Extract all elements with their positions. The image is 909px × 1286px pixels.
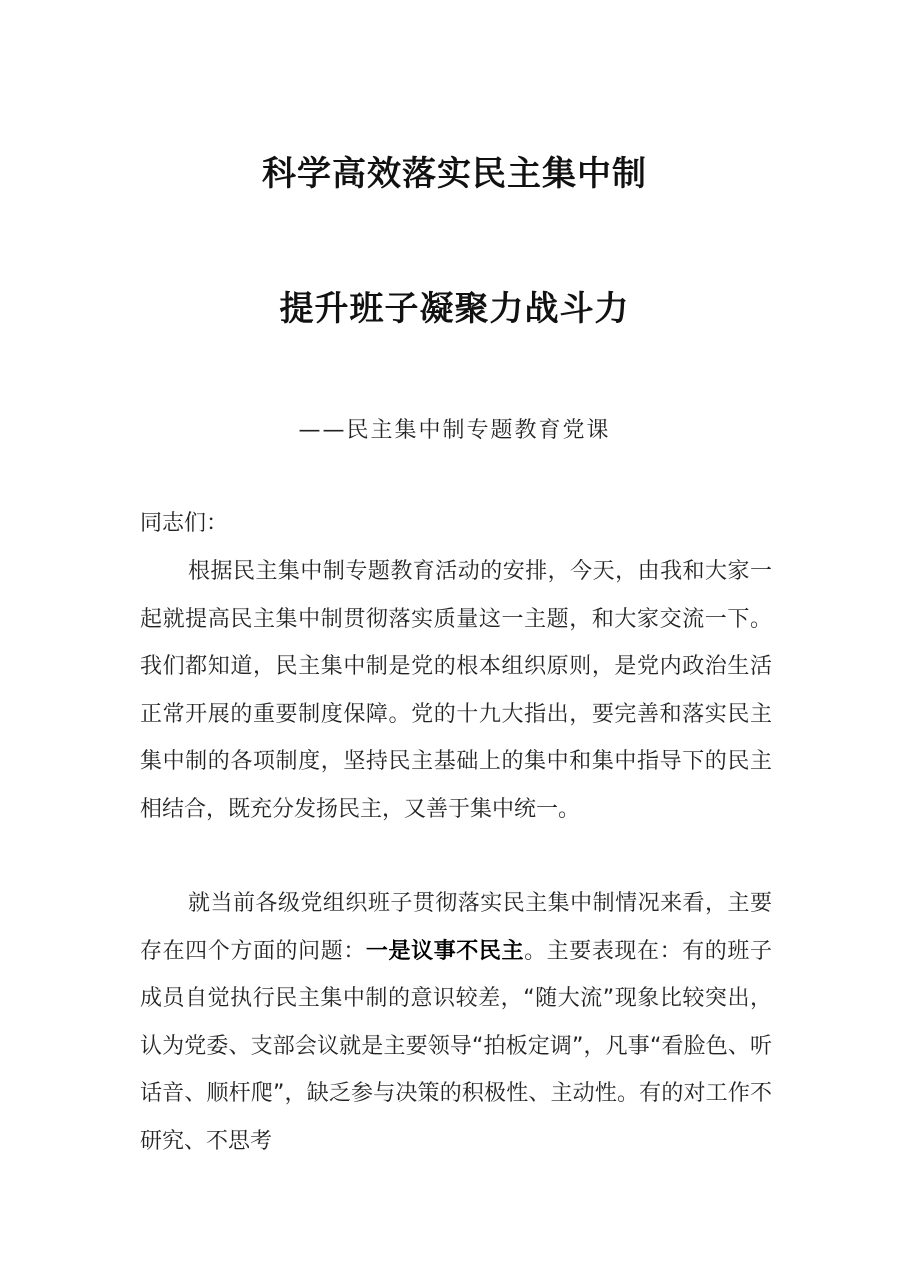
paragraph-2-intro: 就当前各级党组织班子贯彻落实民主集中制情况来看，主要存在四个方面的问题： xyxy=(140,891,772,964)
document-title-line1: 科学高效落实民主集中制 xyxy=(262,154,647,194)
salutation: 同志们： xyxy=(140,511,229,536)
document-subtitle: ——民主集中制专题教育党课 xyxy=(298,418,611,443)
paragraph-2-continuation: 。主要表现在：有的班子成员自觉执行民主集中制的意识较差，“随大流”现象比较突出，认为党委、支部会议就是主要领导“拍板定调”，凡事“看脸色、听话音、顺杆爬”，缺乏参与决策的积极性、主动性。有的对工作不研究、不思考 xyxy=(140,938,772,1154)
document-title-line2: 提升班子凝聚力战斗力 xyxy=(279,289,630,329)
paragraph-2-bold-point: 一是议事不民主 xyxy=(365,938,525,964)
body-paragraph-1: 根据民主集中制专题教育活动的安排，今天，由我和大家一起就提高民主集中制贯彻落实质量这一主题，和大家交流一下。我们都知道，民主集中制是党的根本组织原则，是党内政治生活正常开展的重要制度保障。党的十九大指出，要完善和落实民主集中制的各项制度，坚持民主基础上的集中和集中指导下的民主相结合，既充分发扬民主，又善于集中统一。 xyxy=(140,559,772,822)
body-paragraph-2 xyxy=(140,880,772,1165)
